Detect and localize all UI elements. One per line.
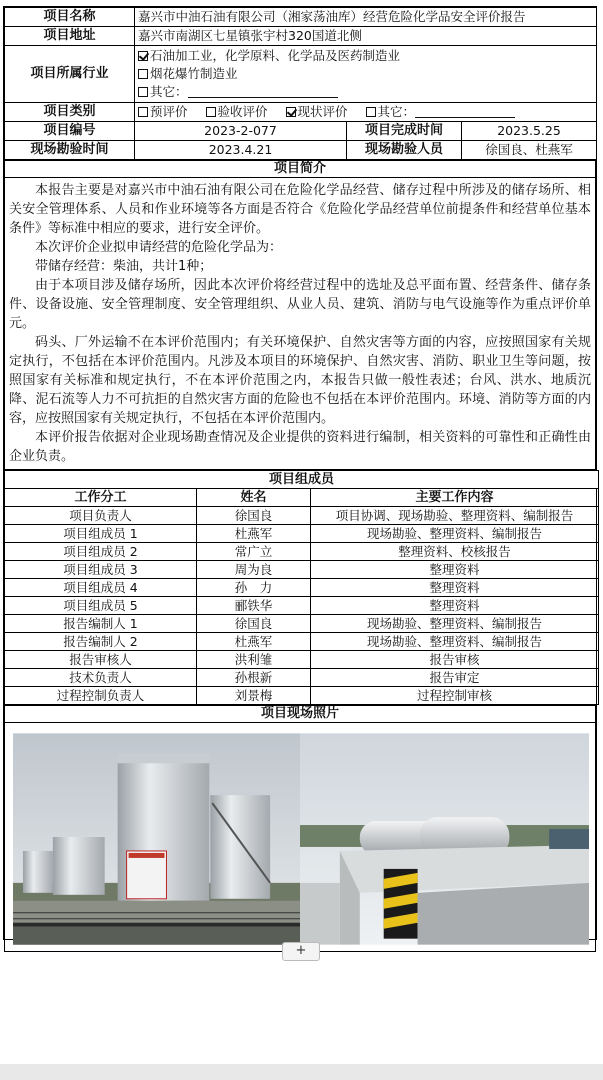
table-row: 项目组成员 2 常广立 整理资料、校核报告 — [5, 543, 599, 561]
intro-body — [5, 178, 596, 470]
category-option-status: 现状评价 — [286, 104, 348, 119]
project-address-value: 嘉兴市南湖区七星镇张宇村320国道北侧 — [135, 27, 597, 46]
zoom-in-button[interactable]: + — [282, 942, 320, 961]
project-number-label: 项目编号 — [5, 122, 135, 141]
project-address-label: 项目地址 — [5, 27, 135, 46]
checkbox-checked-icon — [286, 107, 296, 117]
project-name-label: 项目名称 — [5, 8, 135, 27]
survey-staff-label: 现场勘验人员 — [347, 141, 462, 160]
checkbox-unchecked-icon — [138, 69, 148, 79]
survey-time-value: 2023.4.21 — [135, 141, 347, 160]
completion-time-value: 2023.5.25 — [462, 122, 597, 141]
table-row: 项目组成员 4 孙 力 整理资料 — [5, 579, 599, 597]
project-name-value: 嘉兴市中油石油有限公司（湘家荡油库）经营危险化学品安全评价报告 — [135, 8, 597, 27]
members-header-duty: 主要工作内容 — [311, 489, 599, 507]
members-title: 项目组成员 — [5, 471, 599, 489]
category-options — [135, 103, 597, 122]
project-industry-label: 项目所属行业 — [5, 46, 135, 103]
table-row: 报告编制人 2 杜燕军 现场勘验、整理资料、编制报告 — [5, 633, 599, 651]
members-header-role: 工作分工 — [5, 489, 197, 507]
photos-table — [4, 705, 596, 952]
intro-paragraph: 本次评价企业拟申请经营的危险化学品为： — [35, 240, 283, 255]
checkbox-unchecked-icon — [206, 107, 216, 117]
industry-option-fireworks: 烟花爆竹制造业 — [138, 65, 593, 83]
intro-table — [4, 160, 596, 470]
completion-time-label: 项目完成时间 — [347, 122, 462, 141]
site-photo-loading-area — [300, 733, 589, 945]
checkbox-unchecked-icon — [366, 107, 376, 117]
photos-title: 项目现场照片 — [5, 706, 596, 723]
industry-option-other: 其它： — [138, 83, 593, 101]
industry-option-petroleum: 石油加工业，化学原料、化学品及医药制造业 — [138, 47, 593, 65]
intro-paragraph: 带储存经营：柴油，共计1种； — [35, 259, 213, 274]
category-option-acceptance: 验收评价 — [206, 104, 268, 119]
industry-options — [135, 46, 597, 103]
project-number-value: 2023-2-077 — [135, 122, 347, 141]
table-row: 项目组成员 5 郦铁华 整理资料 — [5, 597, 599, 615]
checkbox-unchecked-icon — [138, 107, 148, 117]
photos-cell — [5, 723, 596, 952]
table-row: 项目负责人 徐国良 项目协调、现场勘验、整理资料、编制报告 — [5, 507, 599, 525]
table-row: 报告编制人 1 徐国良 现场勘验、整理资料、编制报告 — [5, 615, 599, 633]
members-table — [4, 470, 599, 705]
table-row: 项目组成员 1 杜燕军 现场勘验、整理资料、编制报告 — [5, 525, 599, 543]
site-photo-storage-tanks — [13, 733, 300, 945]
table-row: 技术负责人 孙根新 报告审定 — [5, 669, 599, 687]
survey-time-label: 现场勘验时间 — [5, 141, 135, 160]
intro-paragraph: 本报告主要是对嘉兴市中油石油有限公司在危险化学品经营、储存过程中所涉及的储存场所、相关安全管理体系、人员和作业环境等各方面是否符合《危险化学品经营单位前提条件和经营单位基本条件》等标准中相应的要求，进行安全评价。 — [9, 183, 591, 236]
checkbox-unchecked-icon — [138, 87, 148, 97]
project-info-table — [4, 7, 597, 160]
intro-paragraph: 码头、厂外运输不在本评价范围内；有关环境保护、自然灾害等方面的内容，应按照国家有关规定执行，不包括在本评价范围内。凡涉及本项目的环境保护、自然灾害、消防、职业卫生等问题，按照国家有关标准和规定执行，不在本评价范围之内，本报告只做一般性表述；台风、洪水、地质沉降、泥石流等人力不可抗拒的自然灾害方面的危险也不包括在本评价范围内。环境、消防等方面的内容，应按照国家有关规定执行，不包括在本评价范围内。 — [9, 335, 591, 426]
table-row: 过程控制负责人 刘景梅 过程控制审核 — [5, 687, 599, 705]
survey-staff-value: 徐国良、杜燕军 — [462, 141, 597, 160]
bottom-scroll-bar[interactable] — [0, 1064, 603, 1080]
project-category-label: 项目类别 — [5, 103, 135, 122]
checkbox-checked-icon — [138, 51, 148, 61]
category-option-pre: 预评价 — [138, 104, 188, 119]
report-document — [3, 6, 597, 940]
intro-paragraph: 由于本项目涉及储存场所，因此本次评价将经营过程中的选址及总平面布置、经营条件、储存条件、设备设施、安全管理制度、安全管理组织、从业人员、建筑、消防与电气设施等作为重点评价单元。 — [9, 278, 591, 331]
table-row: 项目组成员 3 周为良 整理资料 — [5, 561, 599, 579]
intro-title: 项目简介 — [5, 161, 596, 178]
table-row: 报告审核人 洪利雏 报告审核 — [5, 651, 599, 669]
intro-paragraph: 本评价报告依据对企业现场勘查情况及企业提供的资料进行编制，相关资料的可靠性和正确性由企业负责。 — [9, 430, 591, 464]
category-option-other: 其它： — [366, 104, 516, 119]
members-header-name: 姓名 — [197, 489, 311, 507]
